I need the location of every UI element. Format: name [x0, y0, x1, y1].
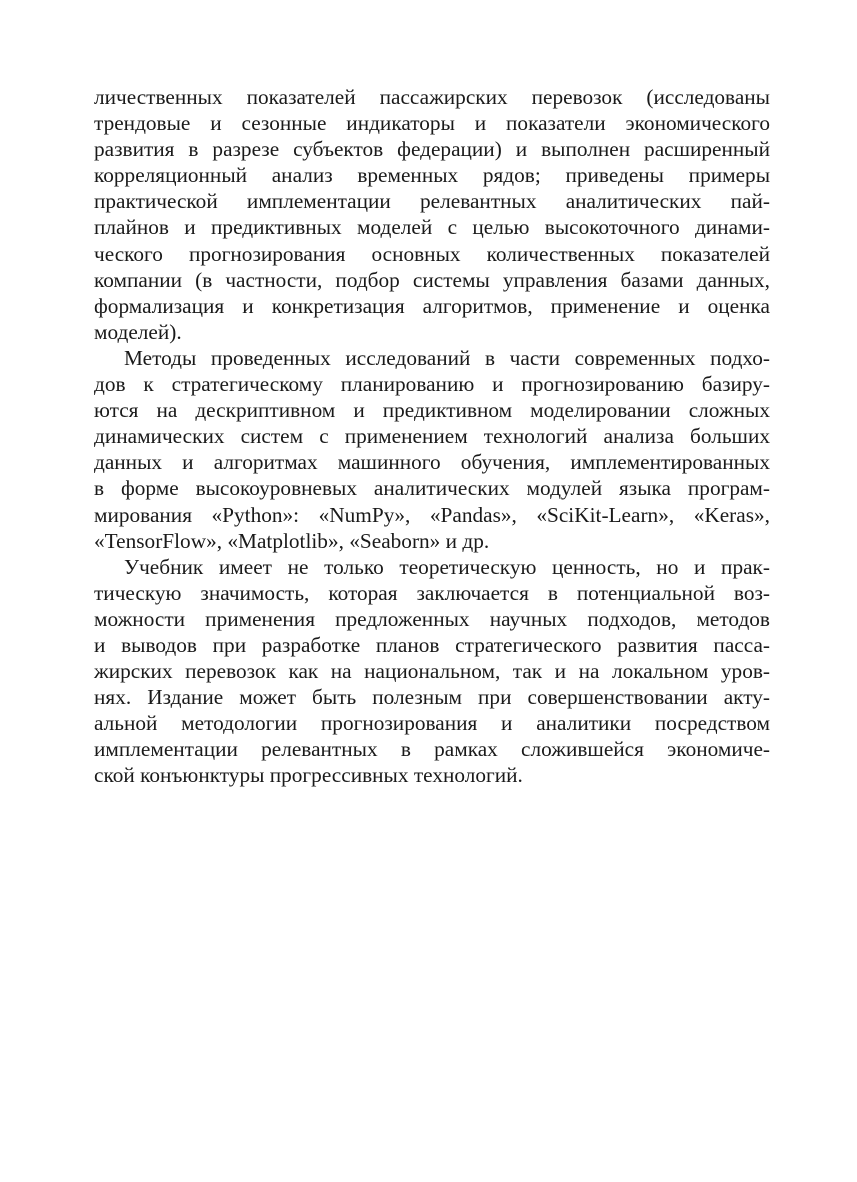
text-line: мирования «Python»: «NumPy», «Pandas», «SciKit-Learn», «Keras»,: [94, 502, 770, 527]
text-line: формализация и конкретизация алгоритмов, применение и оценка: [94, 293, 770, 318]
text-line: ческого прогнозирования основных количественных показателей: [94, 241, 770, 266]
text-line: тическую значимость, которая заключается в потенциальной воз-: [94, 580, 770, 605]
text-line: корреляционный анализ временных рядов; приведены примеры: [94, 163, 770, 188]
text-line: ются на дескриптивном и предиктивном моделировании сложных: [94, 398, 770, 423]
text-line: личественных показателей пассажирских перевозок (исследованы: [94, 85, 770, 109]
text-line: «TensorFlow», «Matplotlib», «Seaborn» и др.: [94, 528, 490, 553]
text-line: Учебник имеет не только теоретическую ценность, но и прак-: [124, 554, 770, 579]
paragraph-3: [94, 554, 770, 789]
body-text: [94, 84, 770, 789]
text-line: жирских перевозок как на национальном, так и на локальном уров-: [94, 659, 770, 684]
text-line: плайнов и предиктивных моделей с целью высокоточного динами-: [94, 215, 770, 240]
text-line: альной методологии прогнозирования и аналитики посредством: [94, 711, 770, 736]
text-line: трендовые и сезонные индикаторы и показатели экономического: [94, 111, 770, 136]
text-line: Методы проведенных исследований в части современных подхо-: [124, 345, 770, 370]
text-line: развития в разрезе субъектов федерации) и выполнен расширенный: [94, 137, 770, 162]
text-line: и выводов при разработке планов стратегического развития пасса-: [94, 632, 770, 657]
text-line: компании (в частности, подбор системы управления базами данных,: [94, 267, 770, 292]
text-line: данных и алгоритмах машинного обучения, имплементированных: [94, 450, 770, 475]
text-line: дов к стратегическому планированию и прогнозированию базиру-: [94, 372, 770, 397]
paragraph-2: [94, 345, 770, 554]
text-line: моделей).: [94, 319, 182, 344]
text-line: практической имплементации релевантных аналитических пай-: [94, 189, 770, 214]
text-line: нях. Издание может быть полезным при совершенствовании акту-: [94, 685, 770, 710]
text-line: в форме высокоуровневых аналитических модулей языка програм-: [94, 476, 770, 501]
text-line: имплементации релевантных в рамках сложившейся экономиче-: [94, 737, 770, 762]
text-line: можности применения предложенных научных подходов, методов: [94, 606, 770, 631]
text-line: ской конъюнктуры прогрессивных технологий.: [94, 763, 523, 788]
paragraph-1: [94, 84, 770, 345]
text-line: динамических систем с применением технологий анализа больших: [94, 424, 770, 449]
